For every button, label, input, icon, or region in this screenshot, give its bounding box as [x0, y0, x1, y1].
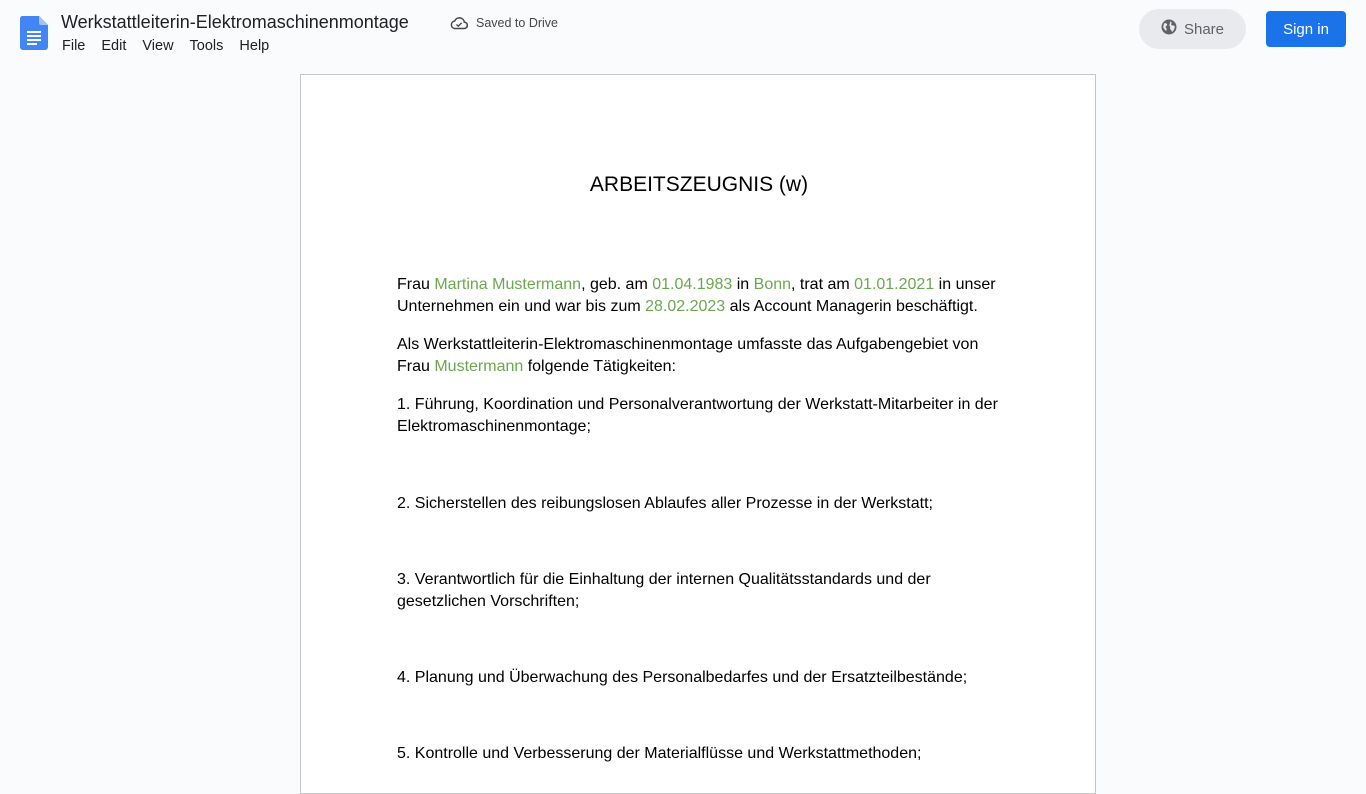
menu-view[interactable]: View	[142, 38, 174, 54]
text-run: in unser Unternehmen ein und war bis zum	[397, 276, 996, 315]
text-run: folgende Tätigkeiten:	[523, 358, 676, 375]
duty-item-1: 1. Führung, Koordination und Personalverantwortung der Werkstatt-Mitarbeiter in der Elektromaschinenmontage;	[397, 396, 998, 435]
employee-surname: Mustermann	[434, 358, 524, 375]
save-status[interactable]	[450, 13, 558, 33]
share-button[interactable]	[1139, 9, 1246, 49]
menu-bar	[54, 36, 277, 56]
duty-item-4: 4. Planung und Überwachung des Personalbedarfes und der Ersatzteilbestände;	[397, 669, 968, 686]
save-status-label: Saved to Drive	[476, 16, 558, 30]
document-heading: ARBEITSZEUGNIS (w)	[589, 173, 809, 196]
document-title[interactable]: Werkstattleiterin-Elektromaschinenmontage	[61, 12, 409, 32]
text-run: Frau	[397, 276, 435, 293]
text-run: als Account Managerin beschäftigt.	[725, 298, 978, 315]
text-run: in	[732, 276, 754, 293]
birth-place: Bonn	[753, 276, 792, 293]
menu-tools[interactable]: Tools	[189, 38, 224, 54]
menu-file[interactable]: File	[62, 38, 86, 54]
menu-edit[interactable]: Edit	[101, 38, 127, 54]
cloud-done-icon	[450, 16, 468, 30]
duty-item-2: 2. Sicherstellen des reibungslosen Ablaufes aller Prozesse in der Werkstatt;	[397, 495, 933, 512]
document-page[interactable]	[300, 74, 1096, 794]
text-run: Als Werkstattleiterin-Elektromaschinenmontage umfasste das Aufgabengebiet von Frau	[397, 336, 979, 375]
globe-icon	[1161, 19, 1177, 39]
google-docs-icon[interactable]	[20, 16, 48, 50]
paragraph-intro	[397, 274, 1007, 318]
duty-item-3: 3. Verantwortlich für die Einhaltung der internen Qualitätsstandards und der gesetzlichen Vorschriften;	[397, 571, 931, 610]
birth-date: 01.04.1983	[652, 276, 733, 293]
menu-help[interactable]: Help	[239, 38, 270, 54]
top-bar	[0, 0, 1366, 66]
employee-name: Martina Mustermann	[434, 276, 582, 293]
duty-item-5: 5. Kontrolle und Verbesserung der Materialflüsse und Werkstattmethoden;	[397, 745, 922, 762]
share-label: Share	[1183, 20, 1225, 38]
text-run: , trat am	[791, 276, 855, 293]
text-run: , geb. am	[581, 276, 653, 293]
paragraph-duties-intro	[397, 334, 1007, 378]
end-date: 28.02.2023	[645, 298, 726, 315]
start-date: 01.01.2021	[854, 276, 935, 293]
sign-in-button[interactable]: Sign in	[1266, 11, 1346, 47]
